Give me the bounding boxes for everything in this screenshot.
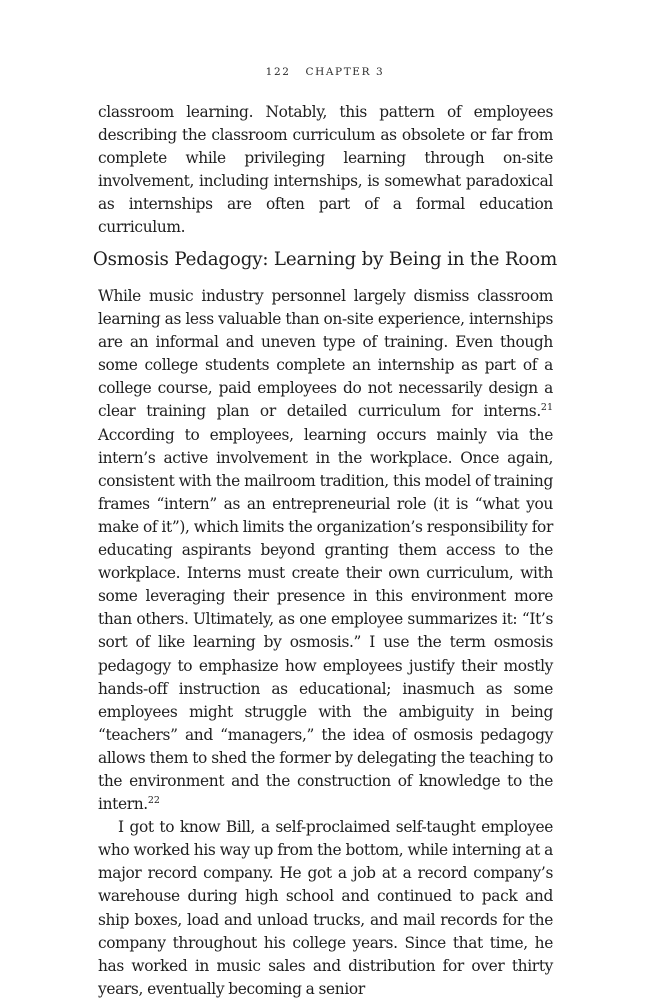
- page-number: 122: [265, 66, 291, 78]
- paragraph-bill: I got to know Bill, a self-proclaimed self-taught employee who worked his way up from the bottom, while interning at a major record company. He got a job at a record company’s warehouse during high school and continued to pack and ship boxes, load and unload trucks, and mail records for the company throughout his college years. Since that time, he has worked in music sales and distribution for over thirty years, eventually becoming a senior: [98, 818, 553, 998]
- paragraph-osmosis: [98, 285, 553, 816]
- section-heading: Osmosis Pedagogy: Learning by Being in the Room: [92, 249, 558, 270]
- paragraph-osmosis-part1: While music industry personnel largely dismiss classroom learning as less valuable than on-site experience, internships are an informal and uneven type of training. Even though some college students complete an internship as part of a college course, paid employees do not necessarily design a clear training plan or detailed curriculum for interns.: [98, 287, 553, 421]
- section-text: [98, 285, 553, 1001]
- running-head: [0, 66, 650, 78]
- footnote-ref-21: 21: [540, 402, 553, 414]
- paragraph-osmosis-part2: According to employees, learning occurs mainly via the intern’s active involvement in the workplace. Once again, consistent with the mailroom tradition, this model of training frames “intern” as an entrepreneurial role (it is “what you make of it”), which limits the organization’s responsibility for educating aspirants beyond granting them access to the workplace. Interns must create their own curriculum, with some leveraging their presence in this environment more than others. Ultimately, as one employee summarizes it: “It’s sort of like learning by osmosis.” I use the term osmosis pedagogy to emphasize how employees justify their mostly hands-off instruction as educational; inasmuch as some employees might struggle with the ambiguity in being “teachers” and “managers,” the idea of osmosis pedagogy allows them to shed the former by delegating the teaching to the environment and the construction of knowledge to the intern.: [98, 425, 553, 814]
- paragraph-intro: classroom learning. Notably, this pattern of employees describing the classroom curriculum as obsolete or far from complete while privileging learning through on-site involvement, including internships, is somewhat paradoxical as internships are often part of a formal education curriculum.: [98, 103, 553, 237]
- chapter-label: CHAPTER 3: [305, 66, 385, 78]
- opening-text: [98, 101, 553, 240]
- footnote-ref-22: 22: [147, 794, 160, 806]
